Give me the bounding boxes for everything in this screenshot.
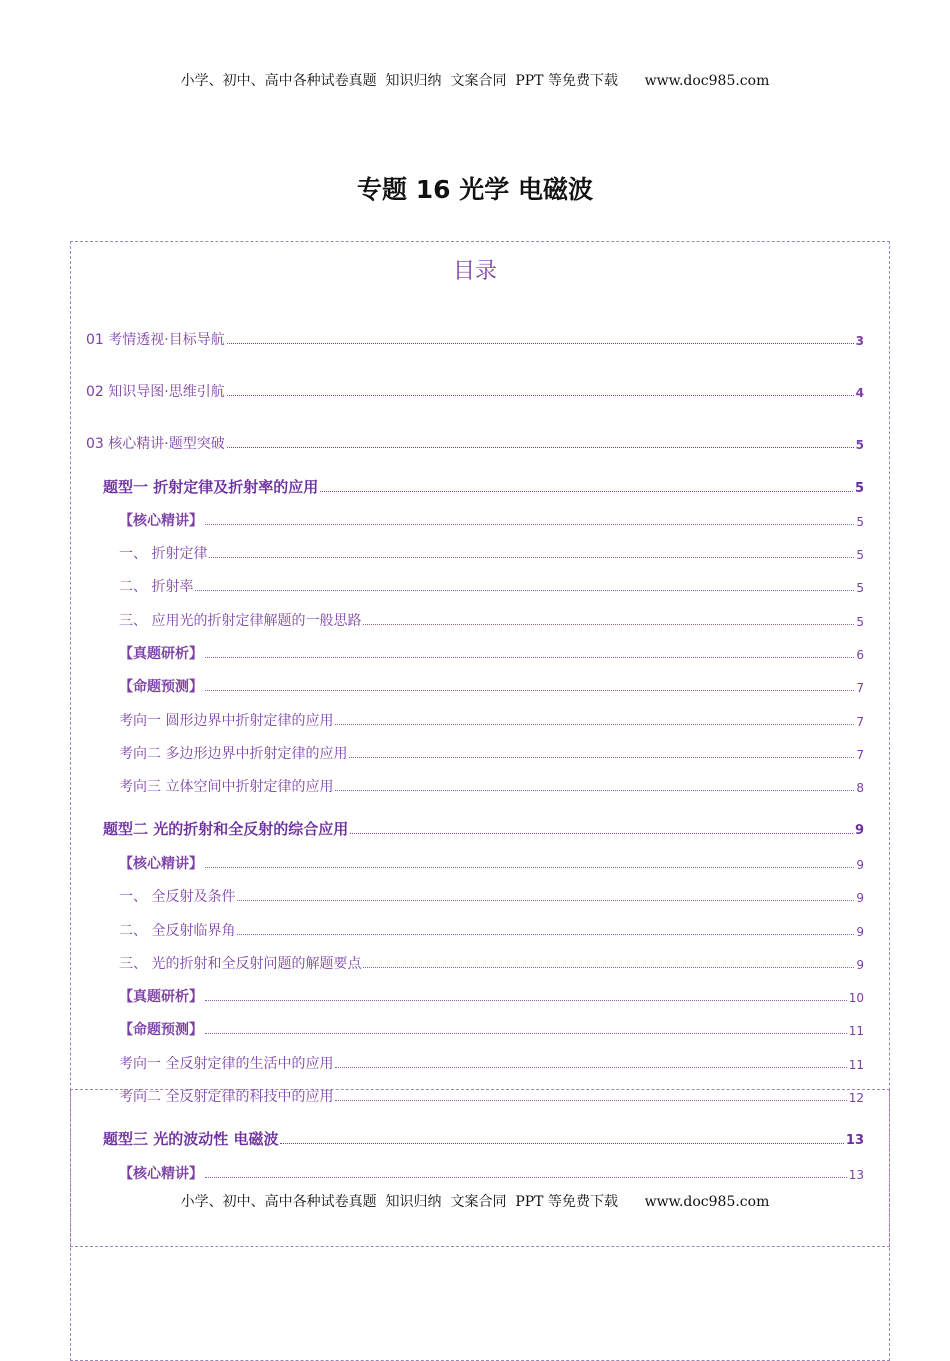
- toc-page-number: 7: [856, 715, 864, 729]
- toc-leader: [320, 490, 853, 492]
- toc-leader: [335, 789, 854, 791]
- toc-entry[interactable]: [119, 890, 864, 904]
- toc-entry[interactable]: [86, 437, 864, 451]
- toc-leader: [350, 832, 853, 834]
- toc-page-number: 9: [854, 823, 864, 838]
- toc-entry-label: 考向一 圆形边界中折射定律的应用: [119, 713, 334, 729]
- toc-entry[interactable]: [119, 647, 864, 661]
- toc-page-number: 5: [854, 481, 864, 496]
- toc-leader: [205, 1032, 847, 1034]
- toc-leader: [209, 556, 854, 558]
- toc-leader: [195, 589, 854, 591]
- toc-leader: [237, 899, 854, 901]
- toc-page-number: 9: [856, 891, 864, 905]
- toc-entry[interactable]: [119, 747, 864, 761]
- toc-entry[interactable]: [119, 957, 864, 971]
- toc-entry-label: 【核心精讲】: [119, 1166, 203, 1182]
- toc-entry[interactable]: [119, 547, 864, 561]
- toc-entry-label: 【真题研析】: [119, 646, 203, 662]
- toc-entry[interactable]: [119, 714, 864, 728]
- toc-page-number: 4: [855, 386, 864, 400]
- document-title: 专题 16 光学 电磁波: [357, 175, 593, 204]
- toc-entry-label: 一、 折射定律: [119, 546, 208, 562]
- toc-entry[interactable]: [119, 1057, 864, 1071]
- toc-leader: [205, 999, 847, 1001]
- toc-page-number: 5: [856, 515, 864, 529]
- toc-entry-label: 考向一 全反射定律的生活中的应用: [119, 1056, 334, 1072]
- toc-entry-label: 二、 折射率: [119, 579, 194, 595]
- toc-leader: [227, 394, 854, 396]
- toc-entry[interactable]: [86, 385, 864, 399]
- toc-entry[interactable]: [119, 1023, 864, 1037]
- toc-page-number: 10: [848, 991, 864, 1005]
- toc-entry[interactable]: [119, 614, 864, 628]
- toc-entry-label: 【命题预测】: [119, 679, 203, 695]
- toc-page-number: 5: [855, 438, 864, 452]
- toc-entry[interactable]: [119, 924, 864, 938]
- toc-leader: [205, 1176, 847, 1178]
- toc-leader: [205, 523, 854, 525]
- toc-entry[interactable]: [119, 580, 864, 594]
- header-banner: 小学、初中、高中各种试卷真题 知识归纳 文案合同 PPT 等免费下载 www.doc985.com: [180, 73, 770, 89]
- toc-entry[interactable]: [103, 1132, 864, 1147]
- toc-page-number: 6: [856, 648, 864, 662]
- toc-entry[interactable]: [119, 514, 864, 528]
- toc-entry-label: 一、 全反射及条件: [119, 889, 236, 905]
- toc-leader: [227, 342, 854, 344]
- toc-entry[interactable]: [103, 822, 864, 837]
- toc-entry[interactable]: [119, 780, 864, 794]
- toc-entry-label: 题型二 光的折射和全反射的综合应用: [103, 820, 349, 838]
- toc-entry-label: 题型三 光的波动性 电磁波: [103, 1130, 279, 1148]
- toc-entry-label: 【命题预测】: [119, 1022, 203, 1038]
- toc-page-number: 5: [856, 548, 864, 562]
- toc-page-number: 7: [856, 748, 864, 762]
- toc-page-number: 11: [848, 1024, 864, 1038]
- toc-leader: [205, 656, 854, 658]
- toc-entry-label: 【核心精讲】: [119, 513, 203, 529]
- toc-page-number: 5: [856, 581, 864, 595]
- footer-banner: 小学、初中、高中各种试卷真题 知识归纳 文案合同 PPT 等免费下载 www.doc985.com: [180, 1194, 770, 1210]
- toc-entry-label: 考向二 全反射定律的科技中的应用: [119, 1089, 334, 1105]
- toc-page-number: 5: [856, 615, 864, 629]
- toc-leader: [205, 866, 854, 868]
- toc-entry[interactable]: [119, 1167, 864, 1181]
- toc-page-number: 7: [856, 681, 864, 695]
- toc-leader: [349, 756, 854, 758]
- toc-entry[interactable]: [119, 990, 864, 1004]
- toc-leader: [363, 966, 854, 968]
- toc-page-number: 11: [848, 1058, 864, 1072]
- toc-entry[interactable]: [119, 1090, 864, 1104]
- toc-leader: [280, 1142, 843, 1144]
- toc-page-number: 13: [848, 1168, 864, 1182]
- toc-heading: 目录: [452, 259, 497, 284]
- toc-entry[interactable]: [103, 480, 864, 495]
- toc-entry[interactable]: [86, 333, 864, 347]
- toc-entry-label: 三、 光的折射和全反射问题的解题要点: [119, 956, 362, 972]
- toc-leader: [237, 933, 854, 935]
- toc-page-number: 9: [856, 858, 864, 872]
- toc-entry-label: 考向三 立体空间中折射定律的应用: [119, 779, 334, 795]
- toc-entry-label: 考向二 多边形边界中折射定律的应用: [119, 746, 348, 762]
- toc-leader: [205, 689, 854, 691]
- toc-page-number: 12: [848, 1091, 864, 1105]
- toc-page-number: 13: [845, 1133, 864, 1148]
- toc-leader: [335, 1099, 846, 1101]
- toc-page-number: 9: [856, 958, 864, 972]
- toc-entry[interactable]: [119, 680, 864, 694]
- toc-page-number: 3: [855, 334, 864, 348]
- toc-leader: [227, 446, 854, 448]
- toc-page-number: 8: [856, 781, 864, 795]
- toc-leader: [335, 723, 854, 725]
- toc-entry-label: 03 核心精讲·题型突破: [86, 436, 225, 452]
- toc-entry[interactable]: [119, 857, 864, 871]
- toc-entry-label: 01 考情透视·目标导航: [86, 332, 225, 348]
- toc-leader: [335, 1066, 846, 1068]
- toc-entry-label: 02 知识导图·思维引航: [86, 384, 225, 400]
- toc-page-number: 9: [856, 925, 864, 939]
- toc-leader: [363, 623, 854, 625]
- toc-entry-label: 三、 应用光的折射定律解题的一般思路: [119, 613, 362, 629]
- toc-entry-label: 二、 全反射临界角: [119, 923, 236, 939]
- toc-entry-label: 【真题研析】: [119, 989, 203, 1005]
- toc-entry-label: 【核心精讲】: [119, 856, 203, 872]
- toc-entry-label: 题型一 折射定律及折射率的应用: [103, 478, 319, 496]
